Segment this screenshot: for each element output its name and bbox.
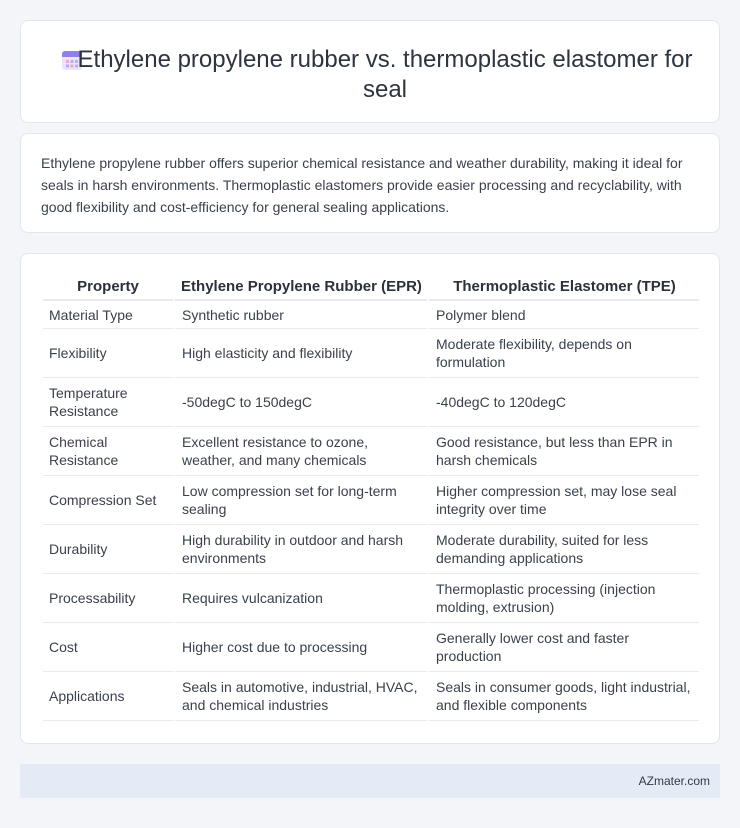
- property-cell: Temperature Resistance: [43, 378, 173, 427]
- epr-cell: Higher cost due to processing: [173, 623, 427, 672]
- header-epr: Ethylene Propylene Rubber (EPR): [173, 276, 427, 301]
- page-title: Ethylene propylene rubber vs. thermoplastic elastomer for seal: [77, 46, 693, 103]
- comparison-card: [20, 253, 720, 744]
- property-cell: Processability: [43, 574, 173, 623]
- table-header-row: [43, 276, 699, 301]
- table-row: [43, 574, 699, 623]
- epr-cell: -50degC to 150degC: [173, 378, 427, 427]
- tpe-cell: Thermoplastic processing (injection molding, extrusion): [427, 574, 699, 623]
- property-cell: Applications: [43, 672, 173, 721]
- header-property: Property: [43, 276, 173, 301]
- table-row: [43, 329, 699, 378]
- table-row: [43, 427, 699, 476]
- table-row: [43, 672, 699, 721]
- tpe-cell: -40degC to 120degC: [427, 378, 699, 427]
- property-cell: Chemical Resistance: [43, 427, 173, 476]
- tpe-cell: Seals in consumer goods, light industrial, and flexible components: [427, 672, 699, 721]
- epr-cell: Seals in automotive, industrial, HVAC, and chemical industries: [173, 672, 427, 721]
- property-cell: Compression Set: [43, 476, 173, 525]
- table-row: [43, 525, 699, 574]
- epr-cell: High durability in outdoor and harsh environments: [173, 525, 427, 574]
- tpe-cell: Good resistance, but less than EPR in harsh chemicals: [427, 427, 699, 476]
- tpe-cell: Moderate flexibility, depends on formulation: [427, 329, 699, 378]
- footer-bar: [20, 764, 720, 798]
- epr-cell: Synthetic rubber: [173, 301, 427, 329]
- footer-site-link[interactable]: AZmater.com: [638, 774, 710, 788]
- table-row: [43, 623, 699, 672]
- tpe-cell: Moderate durability, suited for less demanding applications: [427, 525, 699, 574]
- table-row: [43, 301, 699, 329]
- property-cell: Material Type: [43, 301, 173, 329]
- property-cell: Durability: [43, 525, 173, 574]
- epr-cell: Low compression set for long-term sealing: [173, 476, 427, 525]
- comparison-table: [43, 276, 699, 721]
- epr-cell: High elasticity and flexibility: [173, 329, 427, 378]
- title-card: [20, 20, 720, 123]
- table-row: [43, 476, 699, 525]
- intro-card: [20, 133, 720, 233]
- tpe-cell: Generally lower cost and faster production: [427, 623, 699, 672]
- tpe-cell: Polymer blend: [427, 301, 699, 329]
- intro-paragraph: Ethylene propylene rubber offers superior chemical resistance and weather durability, making it ideal for seals in harsh environments. Thermoplastic elastomers provide easier processing and recyclability, with good flexibility and cost-efficiency for general sealing applications.: [41, 155, 683, 215]
- table-row: [43, 378, 699, 427]
- epr-cell: Excellent resistance to ozone, weather, and many chemicals: [173, 427, 427, 476]
- property-cell: Flexibility: [43, 329, 173, 378]
- property-cell: Cost: [43, 623, 173, 672]
- header-tpe: Thermoplastic Elastomer (TPE): [427, 276, 699, 301]
- epr-cell: Requires vulcanization: [173, 574, 427, 623]
- tpe-cell: Higher compression set, may lose seal integrity over time: [427, 476, 699, 525]
